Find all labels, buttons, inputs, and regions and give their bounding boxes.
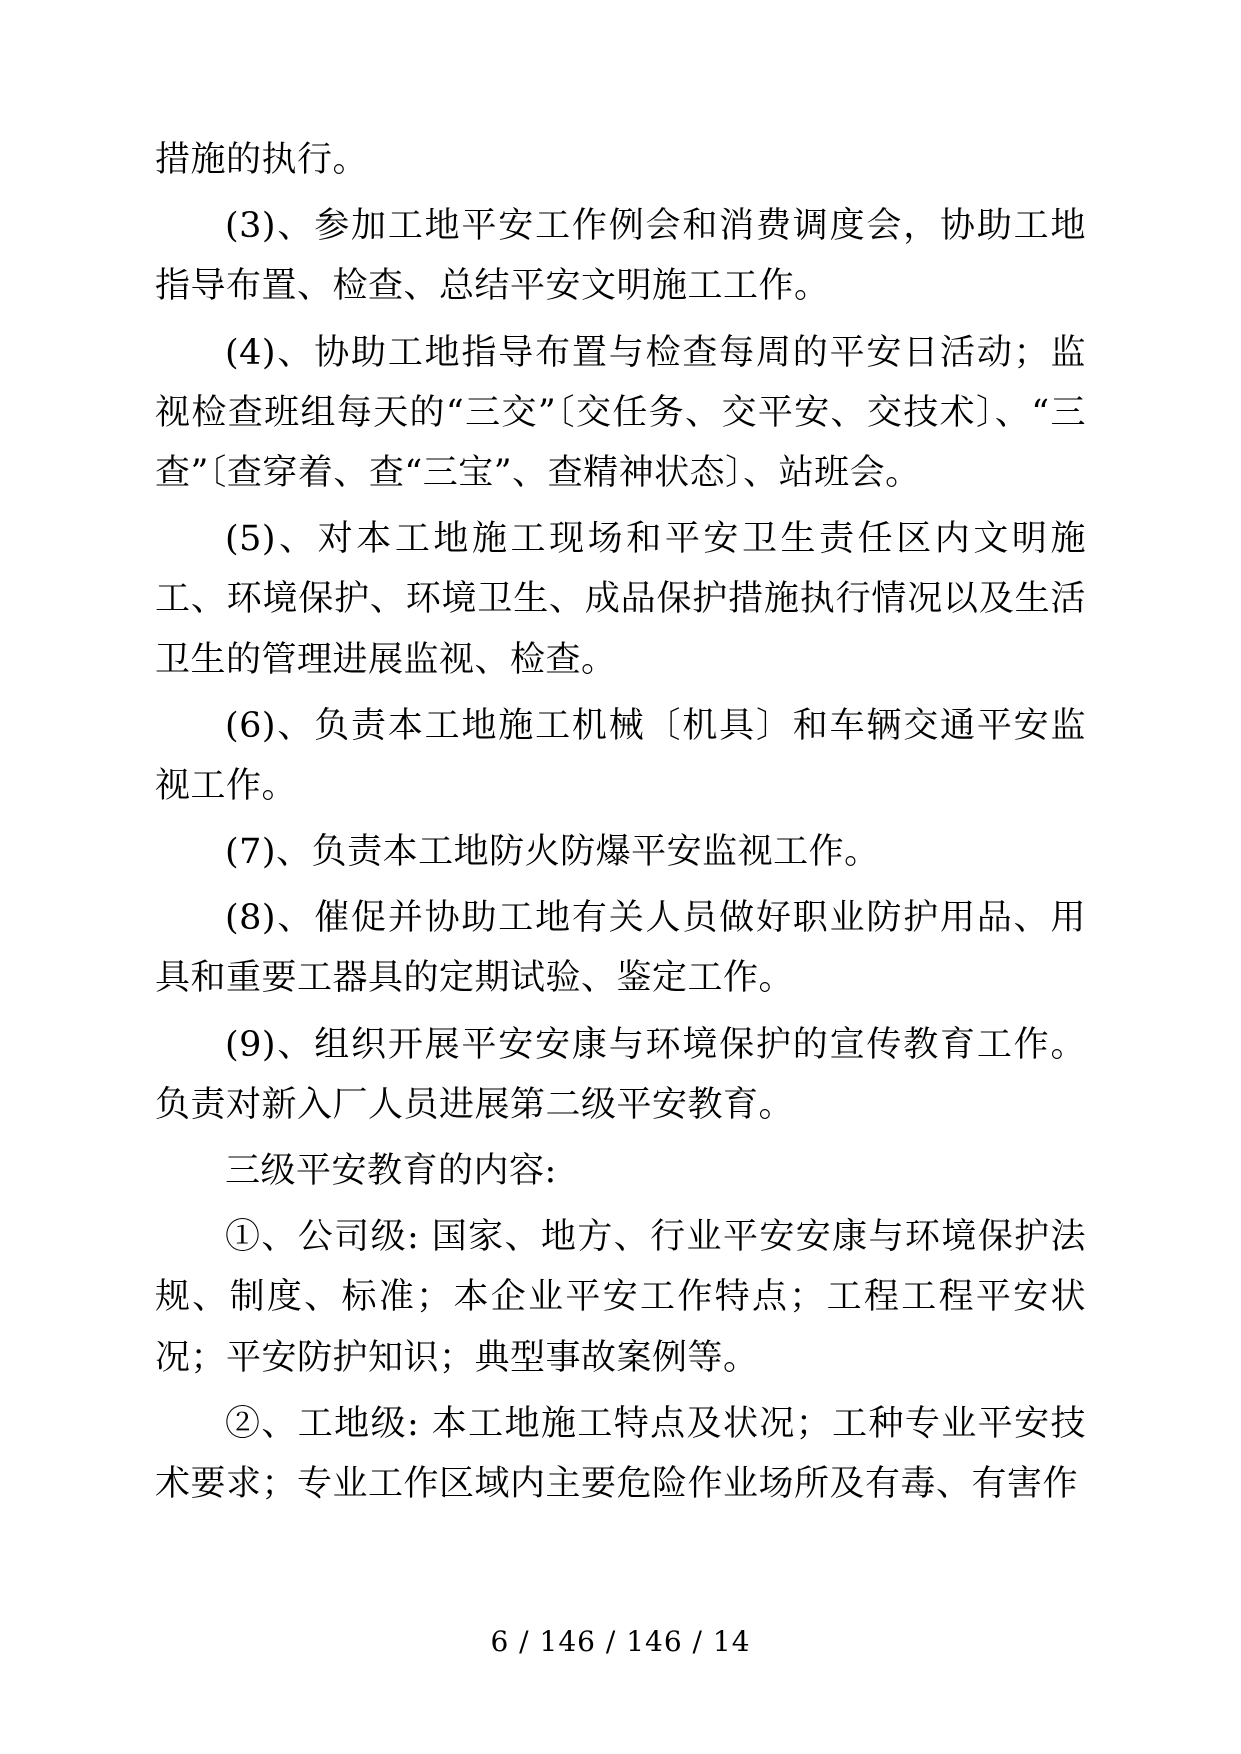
paragraph: (3)、参加工地平安工作例会和消费调度会，协助工地指导布置、检查、总结平安文明施工工作。 <box>155 206 1086 307</box>
paragraph: (9)、组织开展平安安康与环境保护的宣传教育工作。负责对新入厂人员进展第二级平安教育。 <box>155 1024 1086 1125</box>
page-footer: 6 / 146 / 146 / 14 <box>490 1625 751 1658</box>
paragraph: ②、工地级: 本工地施工特点及状况；工种专业平安技术要求；专业工作区域内主要危险作业场所及有毒、有害作 <box>155 1403 1086 1504</box>
paragraph: 措施的执行。 <box>155 140 369 180</box>
paragraph: ①、公司级: 国家、地方、行业平安安康与环境保护法规、制度、标准；本企业平安工作特点；工程工程平安状况；平安防护知识；典型事故案例等。 <box>155 1217 1086 1378</box>
paragraph: (4)、协助工地指导布置与检查每周的平安日活动；监视检查班组每天的“三交”〔交任务、交平安、交技术〕、“三查”〔查穿着、查“三宝”、查精神状态〕、站班会。 <box>155 332 1086 493</box>
paragraph: (7)、负责本工地防火防爆平安监视工作。 <box>225 832 880 873</box>
paragraph: (6)、负责本工地施工机械〔机具〕和车辆交通平安监视工作。 <box>155 705 1086 806</box>
paragraph: (5)、对本工地施工现场和平安卫生责任区内文明施工、环境保护、环境卫生、成品保护措施执行情况以及生活卫生的管理进展监视、检查。 <box>155 519 1086 680</box>
document-body <box>155 130 1086 1514</box>
paragraph: 三级平安教育的内容: <box>225 1151 557 1191</box>
paragraph: (8)、催促并协助工地有关人员做好职业防护用品、用具和重要工器具的定期试验、鉴定工作。 <box>155 898 1086 999</box>
